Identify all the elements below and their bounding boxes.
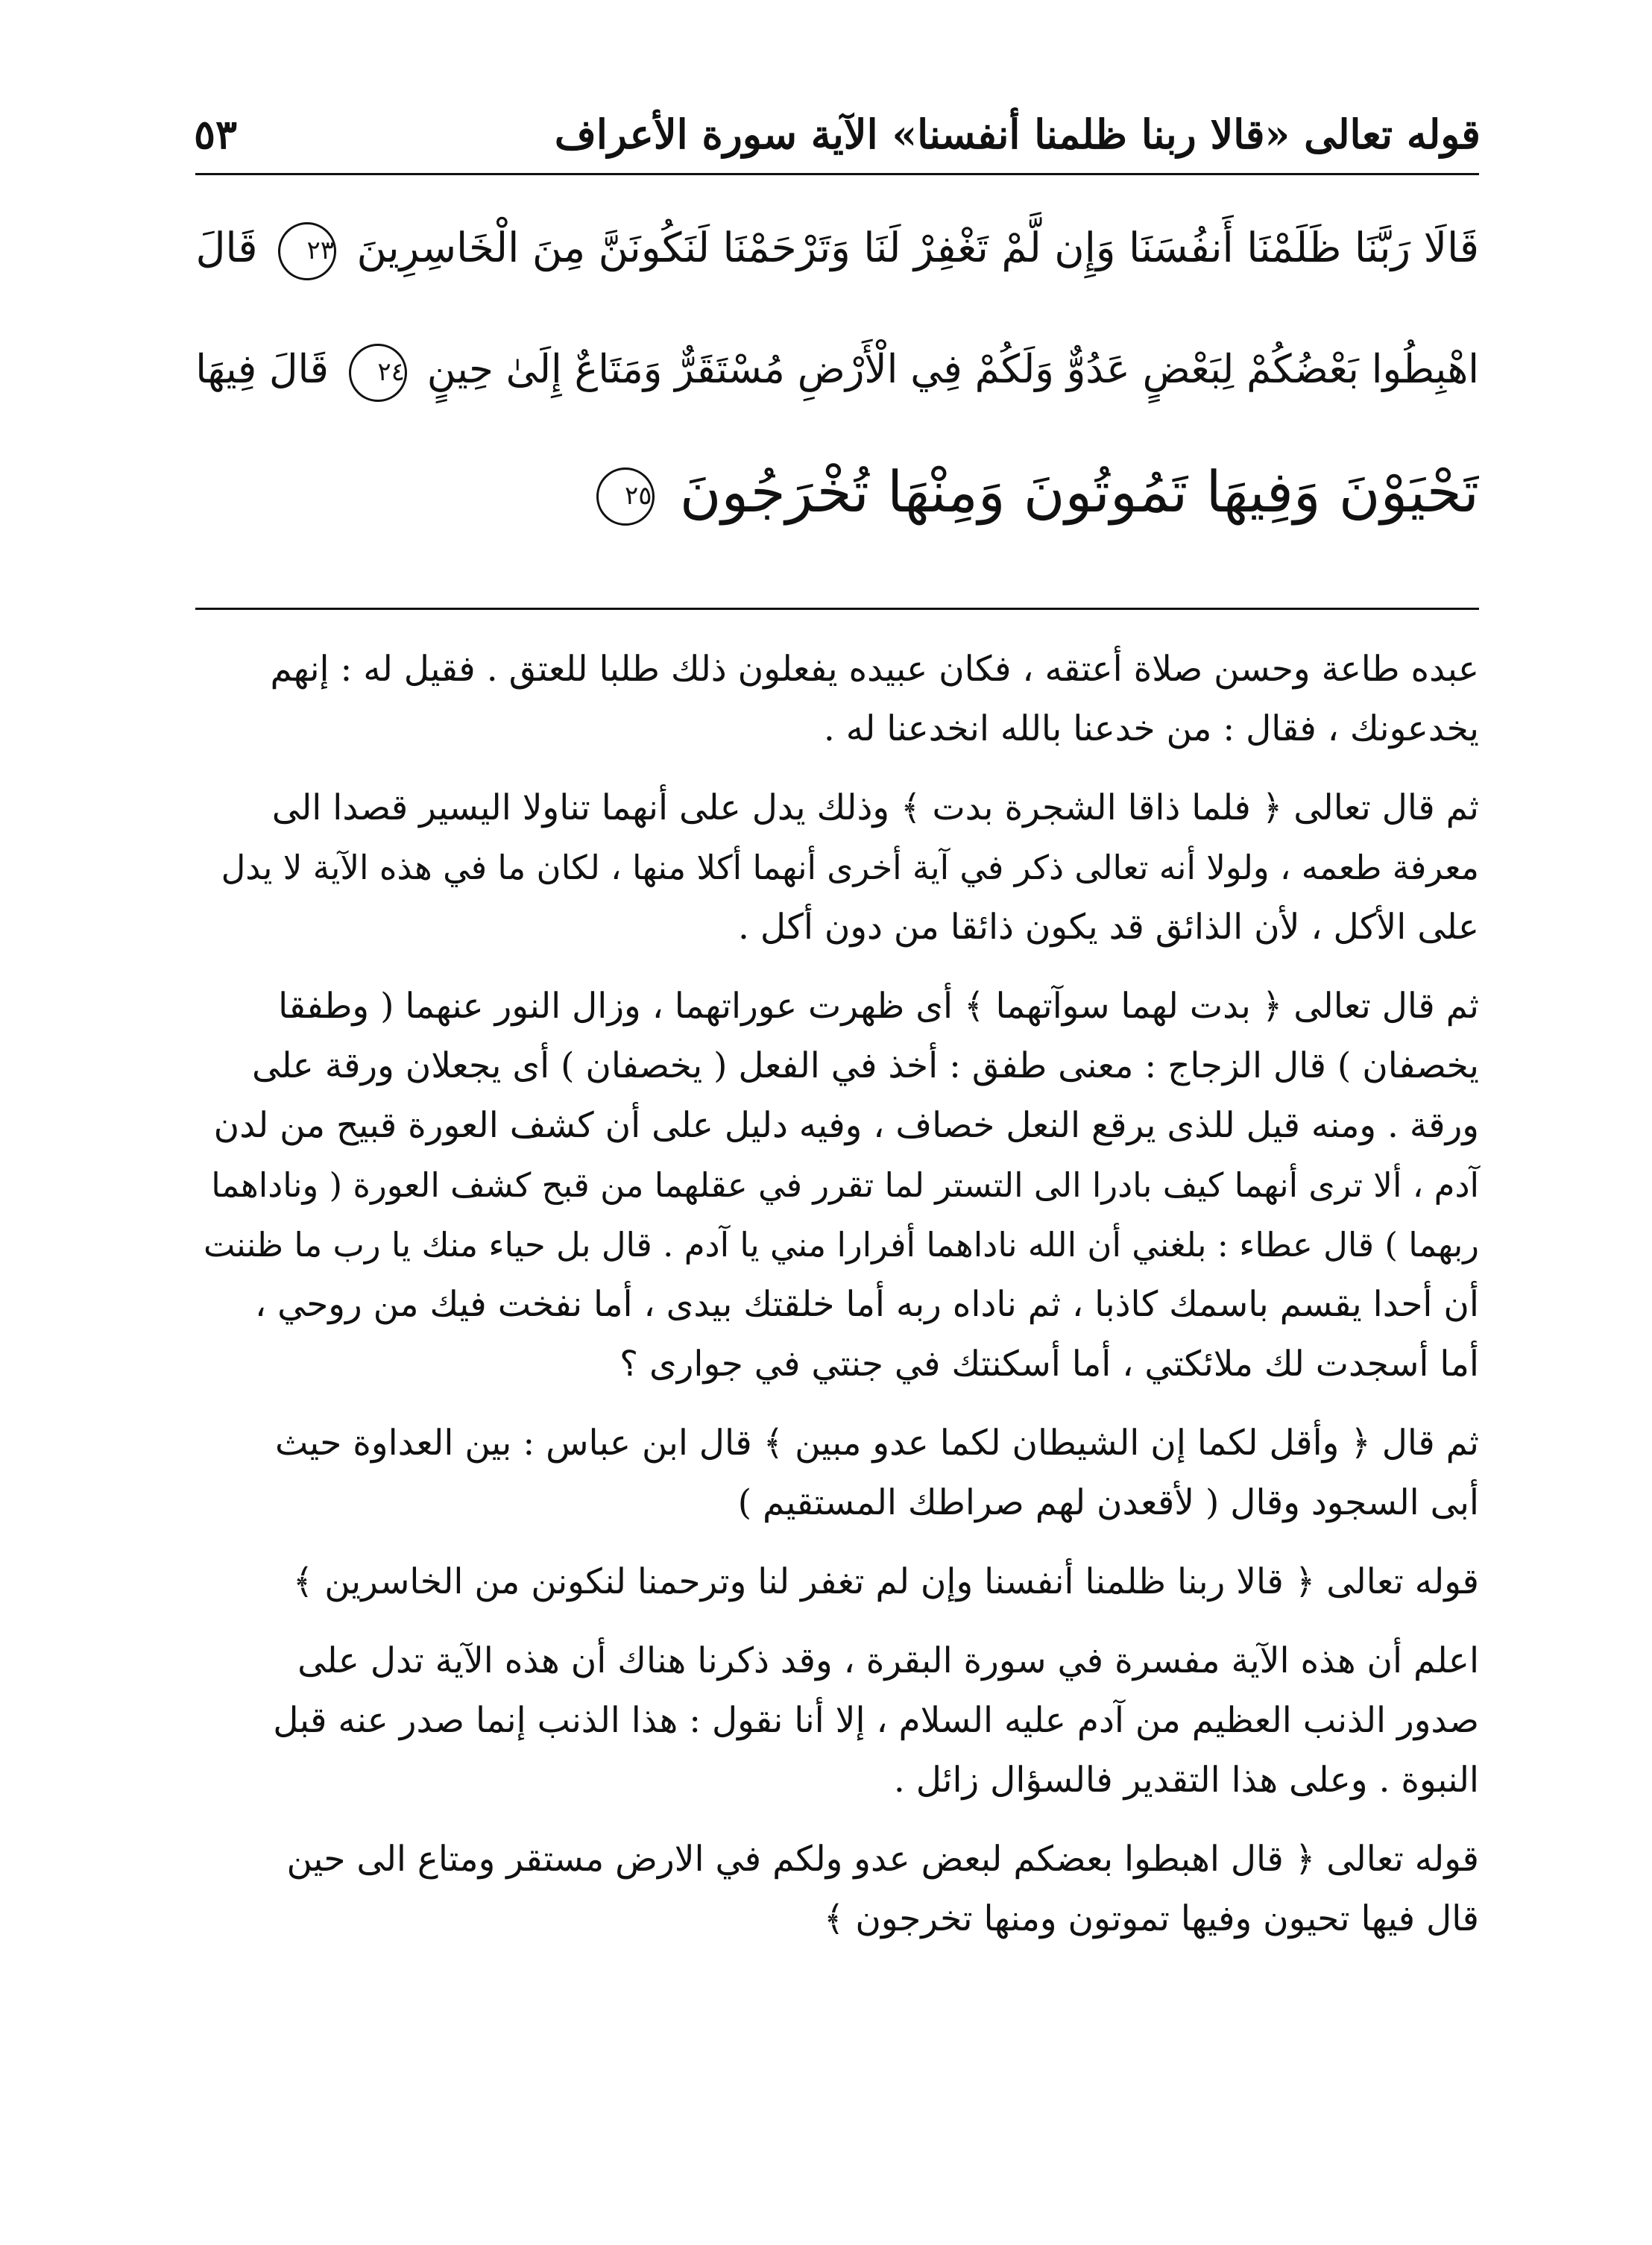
commentary-body xyxy=(195,640,1479,1968)
paragraph xyxy=(195,1631,1479,1810)
verse-text: قَالَ فِيهَا xyxy=(195,347,330,392)
text-line: النبوة . وعلى هذا التقدير فالسؤال زائل . xyxy=(893,1760,1479,1801)
verse-text: تَحْيَوْنَ وَفِيهَا تَمُوتُونَ وَمِنْهَا تُخْرَجُونَ xyxy=(679,459,1479,525)
text-line: أما أسجدت لك ملائكتي ، أما أسكنتك في جنتي في جوارى ؟ xyxy=(620,1344,1479,1385)
text-line: عبده طاعة وحسن صلاة أعتقه ، فكان عبيده يفعلون ذلك طلبا للعتق . فقيل له : إنهم xyxy=(270,649,1479,690)
text-line: اعلم أن هذه الآية مفسرة في سورة البقرة ، وقد ذكرنا هناك أن هذه الآية تدل على xyxy=(297,1640,1479,1681)
text-line: ثم قال ﴿ وأقل لكما إن الشيطان لكما عدو مبين ﴾ قال ابن عباس : بين العداوة حيث xyxy=(274,1423,1479,1464)
text-line: يخدعونك ، فقال : من خدعنا بالله انخدعنا له . xyxy=(823,708,1479,749)
ayah-number-marker: ٢٥ xyxy=(596,467,655,526)
text-line: صدور الذنب العظيم من آدم عليه السلام ، إلا أنا نقول : هذا الذنب إنما صدر عنه قبل xyxy=(273,1700,1479,1741)
verse-text: قَالَا رَبَّنَا ظَلَمْنَا أَنفُسَنَا وَإِن لَّمْ تَغْفِرْ لَنَا وَتَرْحَمْنَا لَنَكُونَنَّ مِنَ الْخَاسِرِينَ xyxy=(356,224,1479,271)
text-line: يخصفان ) قال الزجاج : معنى طفق : أخذ في الفعل ( يخصفان ) أى يجعلان ورقة على xyxy=(252,1045,1479,1086)
page-number: ٥٣ xyxy=(194,110,238,158)
paragraph xyxy=(195,778,1479,957)
quran-line xyxy=(195,309,1479,431)
text-line: معرفة طعمه ، ولولا أنه تعالى ذكر في آية أخرى أنهما أكلا منها ، لكان ما في هذه الآية لا يدل xyxy=(221,848,1479,887)
paragraph xyxy=(195,640,1479,759)
quran-verses xyxy=(195,186,1479,553)
paragraph xyxy=(195,1552,1479,1612)
running-title: قوله تعالى «قالا ربنا ظلمنا أنفسنا» الآية سورة الأعراف xyxy=(554,110,1481,158)
text-line: قوله تعالى ﴿ قال اهبطوا بعضكم لبعض عدو ولكم في الارض مستقر ومتاع الى حين xyxy=(286,1839,1479,1880)
verse-text: اهْبِطُوا بَعْضُكُمْ لِبَعْضٍ عَدُوٌّ وَلَكُمْ فِي الْأَرْضِ مُسْتَقَرٌّ وَمَتَاعٌ إِلَىٰ حِينٍ xyxy=(426,347,1479,392)
text-line: ورقة . ومنه قيل للذى يرقع النعل خصاف ، وفيه دليل على أن كشف العورة قبيح من لدن xyxy=(213,1105,1479,1146)
text-line: أبى السجود وقال ( لأقعدن لهم صراطك المستقيم ) xyxy=(737,1482,1479,1523)
text-line: أن أحدا يقسم باسمك كاذبا ، ثم ناداه ربه أما خلقتك بيدى ، أما نفخت فيك من روحي ، xyxy=(254,1284,1479,1325)
quran-line xyxy=(195,186,1479,309)
paragraph xyxy=(195,977,1479,1394)
text-line: قوله تعالى ﴿ قالا ربنا ظلمنا أنفسنا وإن لم تغفر لنا وترحمنا لنكونن من الخاسرين ﴾ xyxy=(292,1561,1479,1602)
text-line: ثم قال تعالى ﴿ فلما ذاقا الشجرة بدت ﴾ وذلك يدل على أنهما تناولا اليسير قصدا الى xyxy=(271,787,1479,828)
text-line: ثم قال تعالى ﴿ بدت لهما سوآتهما ﴾ أى ظهرت عوراتهما ، وزال النور عنهما ( وطفقا xyxy=(278,986,1479,1027)
paragraph xyxy=(195,1414,1479,1533)
text-line: ربهما ) قال عطاء : بلغني أن الله ناداهما أفرارا مني يا آدم . قال بل حياء منك يا رب ما ظننت xyxy=(203,1225,1479,1265)
text-line: على الأكل ، لأن الذائق قد يكون ذائقا من دون أكل . xyxy=(737,907,1479,948)
section-divider xyxy=(195,608,1479,610)
text-line: قال فيها تحيون وفيها تموتون ومنها تخرجون ﴾ xyxy=(823,1898,1479,1939)
verse-text: قَالَ xyxy=(195,224,258,271)
page-header xyxy=(194,104,1481,164)
quran-line xyxy=(195,431,1479,553)
ayah-number-marker: ٢٤ xyxy=(349,344,407,402)
paragraph xyxy=(195,1830,1479,1949)
text-line: آدم ، ألا ترى أنهما كيف بادرا الى التستر لما تقرر في عقلهما من قبح كشف العورة ( وناداهما xyxy=(211,1165,1479,1205)
header-rule xyxy=(195,173,1479,175)
ayah-number-marker: ٢٣ xyxy=(278,222,336,280)
